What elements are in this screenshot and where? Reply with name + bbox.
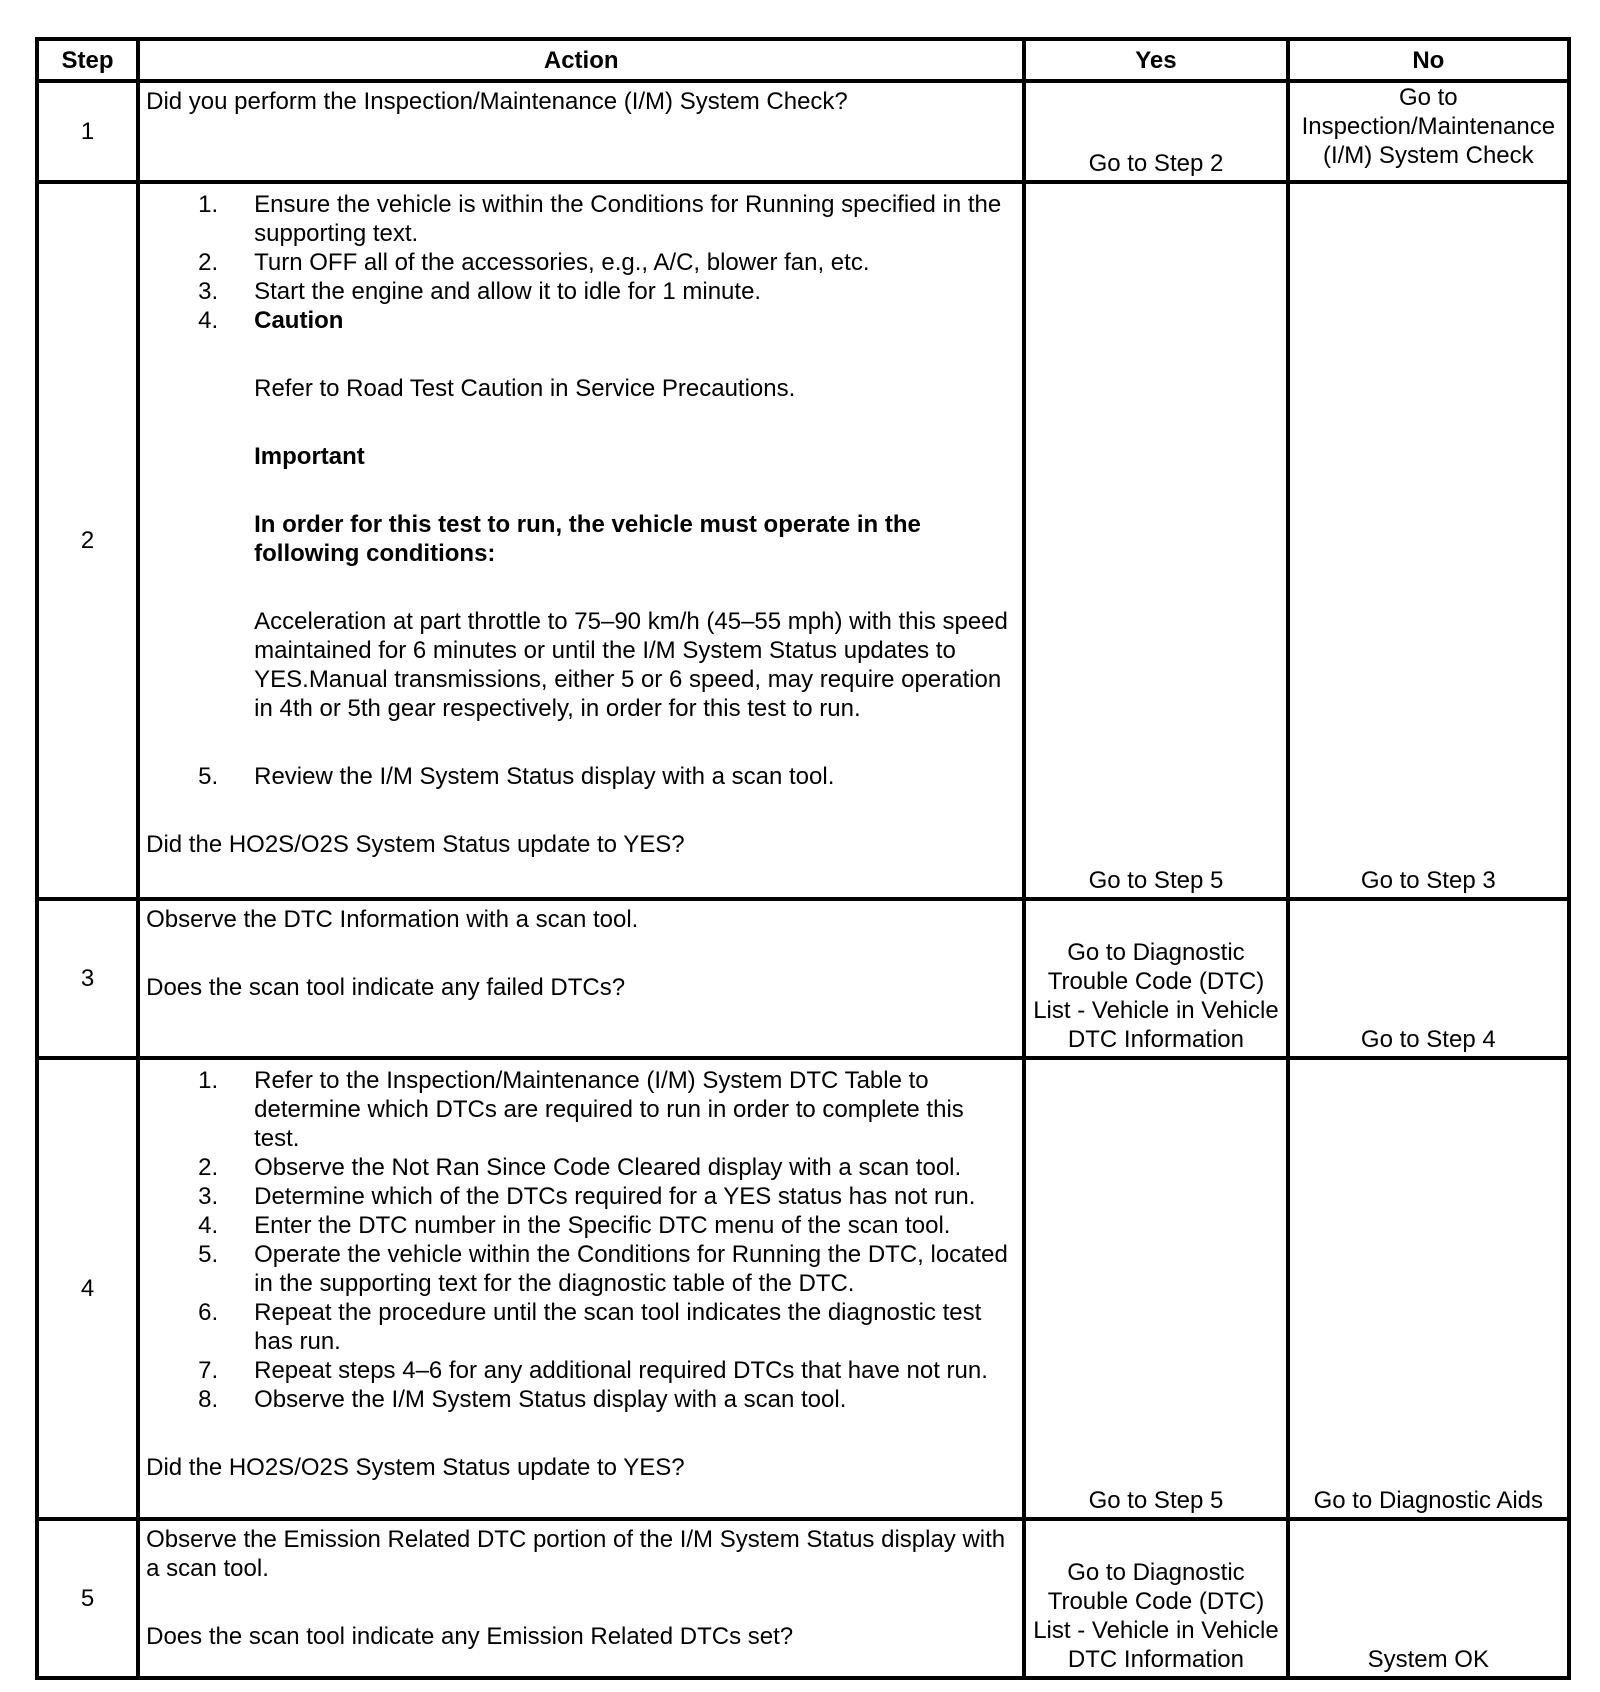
important-text: In order for this test to run, the vehicle must operate in the following conditions: — [254, 511, 921, 567]
question-text: Did the HO2S/O2S System Status update to YES? — [146, 831, 685, 858]
step-number: 2 — [37, 182, 138, 899]
table-row — [37, 1519, 1569, 1678]
diagnostic-table — [35, 37, 1571, 1680]
list-item: 4. Enter the DTC number in the Specific DTC menu of the scan tool. — [198, 1212, 951, 1239]
header-yes: Yes — [1024, 39, 1287, 81]
procedure-list — [146, 1066, 1014, 1414]
header-no: No — [1288, 39, 1569, 81]
important-label: Important — [254, 443, 365, 470]
table-row — [37, 1058, 1569, 1519]
list-item: 1. Ensure the vehicle is within the Conditions for Running specified in the supporting text. — [198, 191, 1002, 247]
action-cell — [138, 1058, 1024, 1519]
table-row — [37, 81, 1569, 182]
header-row — [37, 39, 1569, 81]
action-cell — [138, 1519, 1024, 1678]
question-text: Does the scan tool indicate any failed DTCs? — [146, 974, 626, 1001]
yes-cell: Go to Step 2 — [1024, 81, 1287, 182]
instruction-text: Observe the DTC Information with a scan tool. — [146, 906, 639, 933]
yes-cell: Go to Step 5 — [1024, 1058, 1287, 1519]
no-cell: Go to Step 4 — [1288, 899, 1569, 1058]
list-item: 2. Observe the Not Ran Since Code Cleared display with a scan tool. — [198, 1154, 962, 1181]
header-step: Step — [37, 39, 138, 81]
conditions-text: Acceleration at part throttle to 75–90 km/h (45–55 mph) with this speed maintained for 6 minutes or until the I/M System Status updates to YES.Manual transmissions, either 5 or 6 speed, may require operation in 4th or 5th gear respectively, in order for this test to run. — [254, 608, 1008, 722]
question-text: Did you perform the Inspection/Maintenance (I/M) System Check? — [146, 88, 848, 115]
action-cell — [138, 81, 1024, 182]
list-item: 8. Observe the I/M System Status display with a scan tool. — [198, 1386, 847, 1413]
step-number: 4 — [37, 1058, 138, 1519]
yes-cell: Go to Diagnostic Trouble Code (DTC) List - Vehicle in Vehicle DTC Information — [1024, 1519, 1287, 1678]
question-text: Does the scan tool indicate any Emission Related DTCs set? — [146, 1623, 794, 1650]
no-cell: Go to Inspection/Maintenance (I/M) System Check — [1288, 81, 1569, 182]
no-cell: System OK — [1288, 1519, 1569, 1678]
yes-cell: Go to Diagnostic Trouble Code (DTC) List - Vehicle in Vehicle DTC Information — [1024, 899, 1287, 1058]
question-text: Did the HO2S/O2S System Status update to YES? — [146, 1454, 685, 1481]
step-number: 3 — [37, 899, 138, 1058]
list-item: 5. Operate the vehicle within the Conditions for Running the DTC, located in the supporting text for the diagnostic table of the DTC. — [198, 1241, 1008, 1297]
instruction-text: Observe the Emission Related DTC portion of the I/M System Status display with a scan tool. — [146, 1526, 1006, 1582]
action-cell — [138, 182, 1024, 899]
list-item: 3. Determine which of the DTCs required for a YES status has not run. — [198, 1183, 976, 1210]
step-number: 5 — [37, 1519, 138, 1678]
list-item: 7. Repeat steps 4–6 for any additional required DTCs that have not run. — [198, 1357, 988, 1384]
step-number: 1 — [37, 81, 138, 182]
list-item: 5. Review the I/M System Status display with a scan tool. — [198, 763, 835, 790]
list-item: 6. Repeat the procedure until the scan tool indicates the diagnostic test has run. — [198, 1299, 982, 1355]
header-action: Action — [138, 39, 1024, 81]
list-item: 4. Caution — [146, 306, 1014, 335]
table-row — [37, 899, 1569, 1058]
no-cell: Go to Diagnostic Aids — [1288, 1058, 1569, 1519]
list-item: 1. Refer to the Inspection/Maintenance (I/M) System DTC Table to determine which DTCs are required to run in order to complete this test. — [198, 1067, 964, 1152]
action-cell — [138, 899, 1024, 1058]
yes-cell: Go to Step 5 — [1024, 182, 1287, 899]
list-item: 2. Turn OFF all of the accessories, e.g., A/C, blower fan, etc. — [198, 249, 870, 276]
list-item: 3. Start the engine and allow it to idle for 1 minute. — [198, 278, 762, 305]
no-cell: Go to Step 3 — [1288, 182, 1569, 899]
procedure-list — [146, 762, 1014, 791]
table-row — [37, 182, 1569, 899]
procedure-list — [146, 190, 1014, 335]
caution-label: Caution — [254, 307, 344, 334]
caution-text: Refer to Road Test Caution in Service Precautions. — [254, 375, 796, 402]
